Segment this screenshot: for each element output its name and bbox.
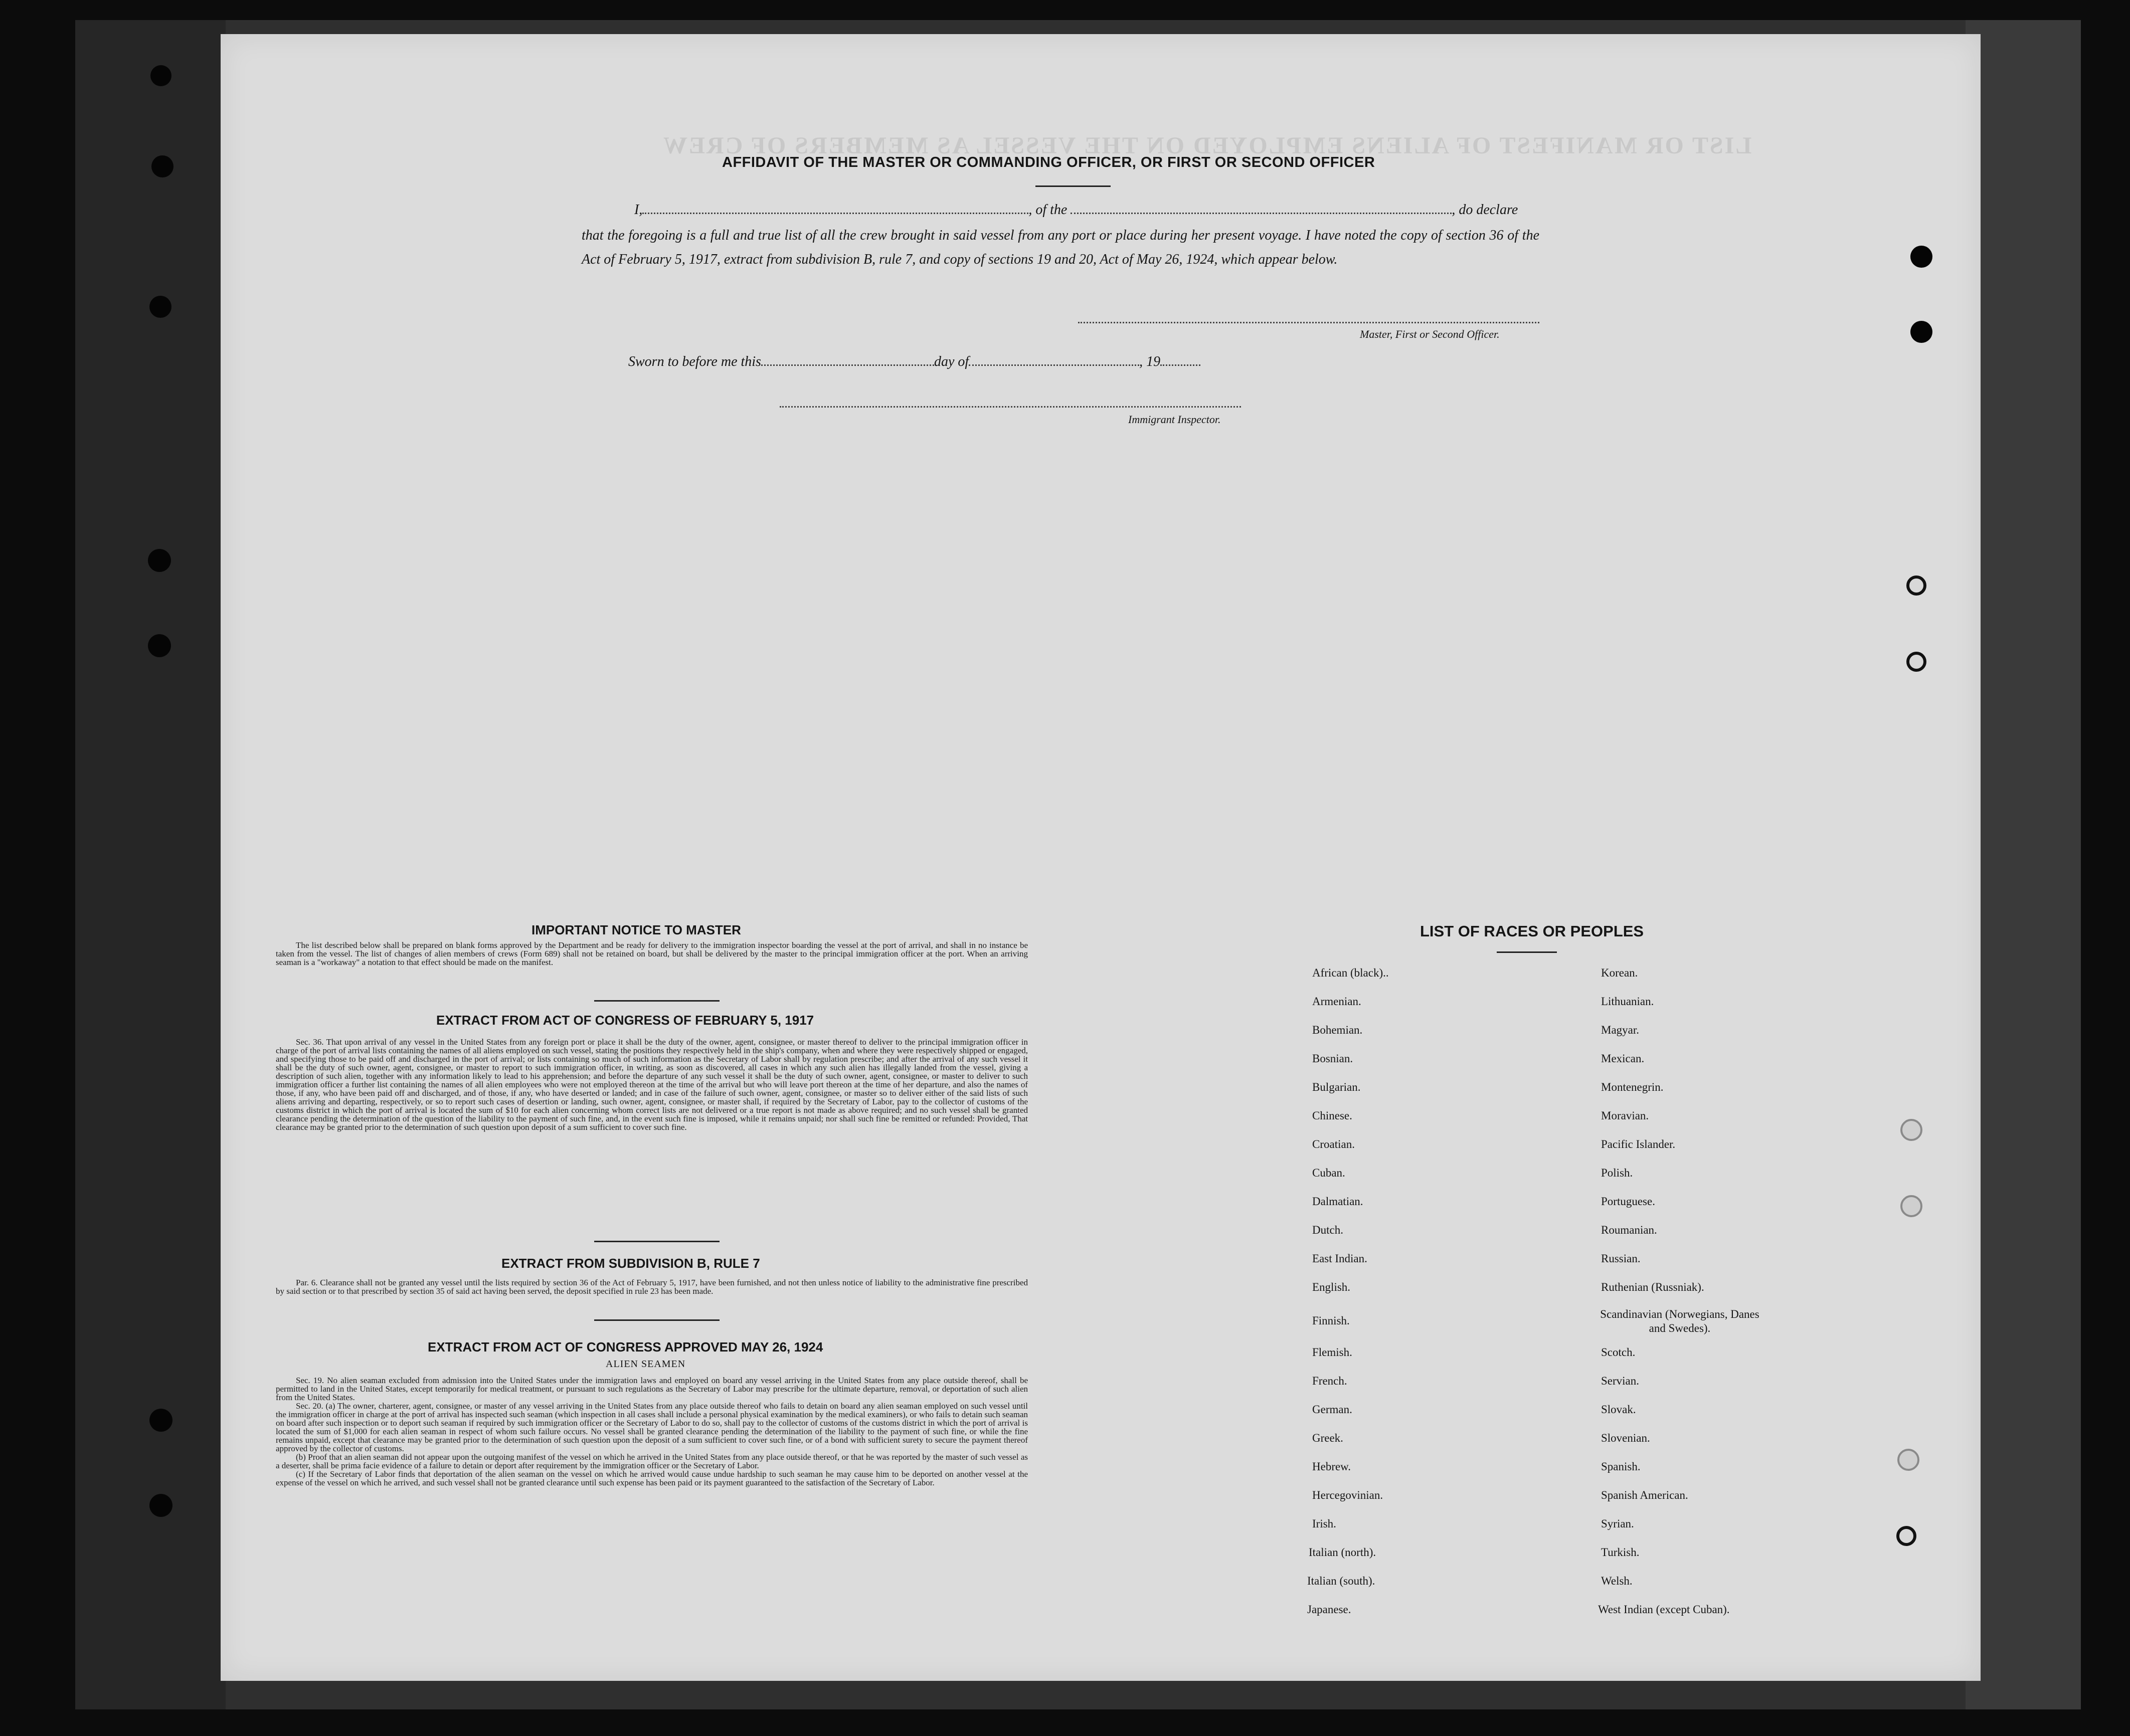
section-rule	[594, 1319, 720, 1321]
race-item: East Indian.	[1312, 1252, 1367, 1265]
race-item: Hebrew.	[1312, 1460, 1351, 1473]
sec-19: Sec. 19. No alien seaman excluded from admission into the United States under the immigration laws and employed on board any vessel arriving in the United States from any place outside thereof, shall be permitted to land in the United States, except temporarily for medical treatment, or pursuant to such regulations as the Secretary of Labor may prescribe for the ultimate departure, removal, or deportation of such alien from the United States.	[276, 1376, 1028, 1402]
binder-hole-icon	[1906, 652, 1926, 672]
binder-hole-icon	[1896, 1526, 1916, 1546]
race-item: Cuban.	[1312, 1167, 1345, 1179]
notice-title: IMPORTANT NOTICE TO MASTER	[531, 922, 741, 937]
race-item: Slovak.	[1601, 1403, 1636, 1416]
race-item: Mexican.	[1601, 1052, 1645, 1065]
sworn-year-field[interactable]	[1160, 354, 1200, 366]
race-item: Scotch.	[1601, 1346, 1636, 1359]
race-item: Armenian.	[1312, 995, 1361, 1008]
affidavit-first-line	[634, 202, 1518, 218]
sec-20b: (b) Proof that an alien seaman did not appear upon the outgoing manifest of the vessel on which he arrived in the United States from any place outside thereof, or that he was reported by the master of such vessel as a deserter, shall be prima facie evidence of a failure to detain or deport after requirement by the immigration officer or the Secretary of Labor.	[276, 1452, 1028, 1470]
of-the-label: , of the	[1028, 202, 1068, 218]
bleed-through-text: LIST OR MANIFEST OF ALIENS EMPLOYED ON THE VESSEL AS MEMBERS OF CREW	[662, 132, 1752, 159]
binder-hole-icon	[149, 1494, 172, 1517]
race-item: Korean.	[1601, 967, 1638, 979]
race-item: Japanese.	[1307, 1603, 1351, 1616]
race-item: Lithuanian.	[1601, 995, 1654, 1008]
affidavit-title: AFFIDAVIT OF THE MASTER OR COMMANDING OFFICER, OR FIRST OR SECOND OFFICER	[722, 154, 1375, 170]
races-title-rule	[1497, 951, 1557, 953]
race-item: Dutch.	[1312, 1224, 1343, 1236]
race-item: Bosnian.	[1312, 1052, 1353, 1065]
year-label: , 19	[1139, 354, 1161, 369]
race-item: Hercegovinian.	[1312, 1489, 1383, 1501]
race-item: West Indian (except Cuban).	[1598, 1603, 1730, 1616]
race-item: Dalmatian.	[1312, 1195, 1363, 1208]
extract-1917-text: Sec. 36. That upon arrival of any vessel in the United States from any foreign port or place it shall be the duty of the owner, agent, consignee, or master thereof to deliver to the principal immigration officer in charge of the port of arrival lists containing the names of all aliens employed on such vessel, stating the positions they respectively held in the ship's company, when and where they were respectively shipped or engaged, and specifying those to be paid off and discharged in the port of arrival; or lists containing so much of such information as the Secretary of Labor shall by regulation prescribe; and after the arrival of any such vessel it shall be the duty of such owner, agent, consignee, or master to report to such immigration officer, in writing, as soon as discovered, all cases in which any such alien has illegally landed from the vessel, giving a description of such alien, together with any information likely to lead to his apprehension; and before the departure of any such vessel it shall be the duty of such owner, agent, consignee, or master to deliver to such immigration officer a further list containing the names of all alien employees who were not employed thereon at the time of the arrival but who will leave port thereon at the time of her departure, and also the names of those, if any, who have been paid off and discharged, and of those, if any, who have deserted or landed; and in case of the failure of such owner, agent, consignee, or master so to deliver either of the said lists of such aliens arriving and departing, respectively, or so to report such cases of desertion or landing, such owner, agent, consignee, or master shall, if required by the Secretary of Labor, pay to the collector of customs of the customs district in which the port of arrival is located the sum of $10 for each alien concerning whom correct lists are not delivered or a true report is not made as above required; and no such vessel shall be granted clearance pending the determination of the question of the liability to the payment of such fine, and, in the event such fine is imposed, while it remains unpaid; nor shall such fine be remitted or refunded: Provided, That clearance may be granted prior to the determination of such question upon deposit of a sum sufficient to cover such fine.	[276, 1037, 1028, 1132]
race-item: Turkish.	[1601, 1546, 1640, 1559]
race-item: Flemish.	[1312, 1346, 1352, 1359]
day-of-label: day of	[934, 354, 969, 369]
alien-seamen-subtitle: ALIEN SEAMEN	[606, 1359, 686, 1370]
binder-hole-icon	[1900, 1119, 1922, 1141]
race-item: Italian (north).	[1309, 1546, 1376, 1559]
race-item: Italian (south).	[1307, 1575, 1375, 1587]
race-item: German.	[1312, 1403, 1352, 1416]
binder-hole-icon	[149, 296, 171, 318]
film-frame-left	[75, 20, 226, 1709]
affidavit-body: that the foregoing is a full and true list of all the crew brought in said vessel from any port or place during her present voyage. I have noted the copy of section 36 of the Act of February 5, 1917, extract from subdivision B, rule 7, and copy of sections 19 and 20, Act of May 26, 1924, which appear below.	[582, 228, 1539, 267]
race-item: Bulgarian.	[1312, 1081, 1361, 1093]
extract-1924-title: EXTRACT FROM ACT OF CONGRESS APPROVED MAY 26, 1924	[428, 1339, 823, 1355]
races-title: LIST OF RACES OR PEOPLES	[1420, 922, 1644, 940]
sec-20a: Sec. 20. (a) The owner, charterer, agent, consignee, or master of any vessel arriving in the United States from any place outside thereof who fails to detain on board any alien seaman employed on such vessel until the immigration officer in charge at the port of arrival has inspected such seaman (which inspection in all cases shall include a personal physical examination by the medical examiners), or who fails to detain such seaman on board after such inspection or to deport such seaman if required by such immigration officer or the Secretary of Labor to do so, shall pay to the collector of customs of the customs district in which the port of arrival is located the sum of $1,000 for each alien seaman in respect of whom such failure occurs. No vessel shall be granted clearance pending the determination of the liability to the payment of such fine, or while the fine remains unpaid, except that clearance may be granted prior to the determination of such question upon the deposit of a sum sufficient to cover such fine, or of a bond with sufficient surety to secure the payment thereof approved by the collector of customs.	[276, 1401, 1028, 1453]
race-item: Pacific Islander.	[1601, 1138, 1676, 1150]
race-item: Greek.	[1312, 1432, 1343, 1444]
race-item: African (black)..	[1312, 967, 1389, 979]
master-signature-label: Master, First or Second Officer.	[1360, 328, 1500, 340]
race-item: Finnish.	[1312, 1314, 1350, 1327]
race-item: Welsh.	[1601, 1575, 1633, 1587]
binder-hole-icon	[148, 549, 171, 572]
race-item: Scandinavian (Norwegians, Danes and Swedes).	[1600, 1308, 1759, 1334]
sworn-line	[628, 354, 1200, 370]
sec-20c: (c) If the Secretary of Labor finds that deportation of the alien seaman on the vessel on which he arrived would cause undue hardship to such seaman he may cause him to be deported on another vessel at the expense of the vessel on which he arrived, and such vessel shall not be granted clearance until such expense has been paid or its payment guaranteed to the satisfaction of the Secretary of Labor.	[276, 1469, 1028, 1487]
race-item: Magyar.	[1601, 1024, 1640, 1036]
subdivision-b-text: Par. 6. Clearance shall not be granted any vessel until the lists required by section 36 of the Act of February 5, 1917, have been furnished, and not then unless notice of liability to the administrative fine prescribed by said section or to that prescribed by section 35 of said act having been served, the deposit specified in rule 23 has been made.	[276, 1278, 1028, 1296]
binder-hole-icon	[1910, 246, 1932, 268]
race-item: Portuguese.	[1601, 1195, 1655, 1208]
race-item: Russian.	[1601, 1252, 1641, 1265]
notice-text: The list described below shall be prepared on blank forms approved by the Department and be ready for delivery to the immigration inspector boarding the vessel at the port of arrival, and shall in no instance be taken from the vessel. The list of changes of alien members of crews (Form 689) shall not be retained on board, but shall be delivered by the master to the principal immigration officer at the port. When an arriving seaman is a "workaway" a notation to that effect should be made on the manifest.	[276, 940, 1028, 967]
sworn-day-field[interactable]	[761, 354, 934, 366]
binder-hole-icon	[149, 1409, 172, 1432]
race-item: Montenegrin.	[1601, 1081, 1664, 1093]
do-declare-label: , do declare	[1452, 202, 1518, 218]
film-frame-right	[1966, 20, 2081, 1709]
binder-hole-icon	[1900, 1195, 1922, 1217]
race-item: Chinese.	[1312, 1109, 1352, 1122]
race-item: Syrian.	[1601, 1517, 1634, 1530]
binder-hole-icon	[148, 634, 171, 657]
subdivision-b-title: EXTRACT FROM SUBDIVISION B, RULE 7	[501, 1256, 760, 1271]
race-item: Spanish American.	[1601, 1489, 1688, 1501]
binder-hole-icon	[150, 65, 171, 86]
binder-hole-icon	[1906, 575, 1926, 596]
master-name-field[interactable]	[642, 203, 1028, 214]
inspector-signature-line[interactable]	[780, 406, 1241, 408]
race-item: Roumanian.	[1601, 1224, 1657, 1236]
race-item: Moravian.	[1601, 1109, 1649, 1122]
binder-hole-icon	[1910, 321, 1932, 343]
race-item: Croatian.	[1312, 1138, 1355, 1150]
race-item: Slovenian.	[1601, 1432, 1650, 1444]
race-item: Bohemian.	[1312, 1024, 1363, 1036]
race-item: Ruthenian (Russniak).	[1601, 1281, 1704, 1293]
sworn-label: Sworn to before me this	[628, 354, 761, 369]
race-item: Servian.	[1601, 1375, 1640, 1387]
race-item: French.	[1312, 1375, 1347, 1387]
binder-hole-icon	[1897, 1449, 1919, 1471]
extract-1917-title: EXTRACT FROM ACT OF CONGRESS OF FEBRUARY 5, 1917	[436, 1013, 814, 1028]
inspector-signature-label: Immigrant Inspector.	[1128, 413, 1221, 426]
sworn-month-field[interactable]	[969, 354, 1139, 366]
vessel-name-field[interactable]	[1071, 203, 1452, 214]
i-label: I,	[634, 202, 643, 218]
race-item: Irish.	[1312, 1517, 1336, 1530]
extract-1924-text	[276, 1376, 1028, 1487]
master-signature-line[interactable]	[1078, 322, 1539, 323]
section-rule	[594, 1000, 720, 1002]
title-rule	[1035, 185, 1111, 187]
binder-hole-icon	[151, 155, 173, 177]
race-item: Spanish.	[1601, 1460, 1641, 1473]
race-item: Polish.	[1601, 1167, 1633, 1179]
section-rule	[594, 1241, 720, 1242]
race-item: English.	[1312, 1281, 1351, 1293]
